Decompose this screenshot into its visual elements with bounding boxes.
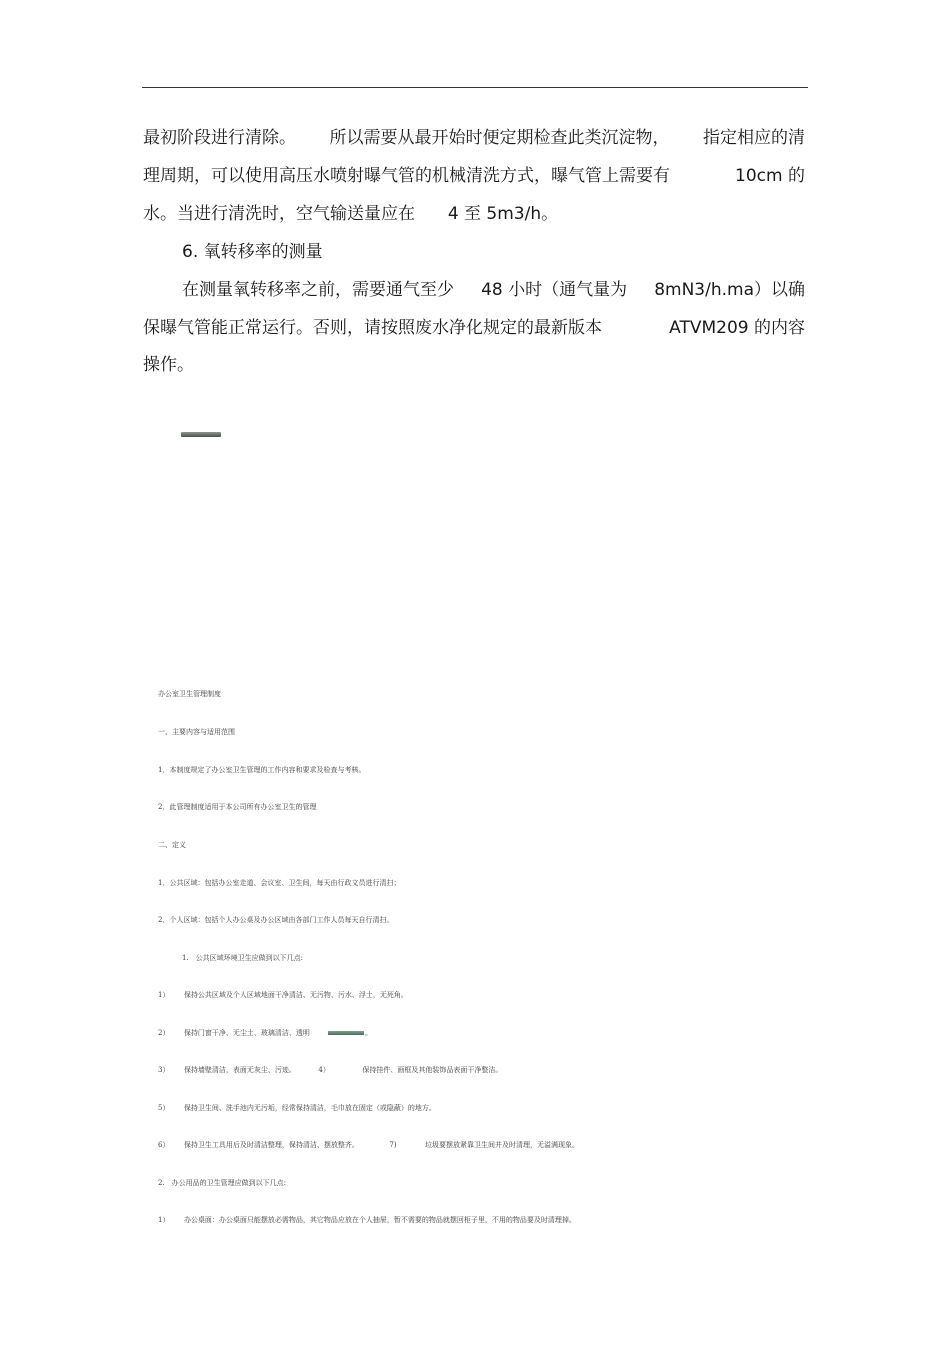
subsection-heading: 1. 公共区域环境卫生应做到以下几点:: [182, 954, 304, 962]
body-line: [143, 161, 805, 186]
item-text: 保持卫生间、洗手池内无污垢，经常保持清洁，毛巾放在固定（或隐蔽）的地方。: [183, 1104, 436, 1112]
text-segment: ATVM209 的内容: [669, 318, 805, 338]
item-text: 。: [365, 1029, 373, 1037]
list-item: [158, 1140, 579, 1150]
list-item: 1．本制度规定了办公室卫生管理的工作内容和要求及检查与考核。: [158, 766, 366, 774]
text-segment: 48 小时（通气量为: [481, 280, 628, 300]
body-line: [143, 199, 558, 224]
item-number: 4）: [318, 1066, 330, 1074]
section-heading: 二、定义: [158, 841, 186, 849]
text-segment: 最初阶段进行清除。: [143, 128, 296, 148]
subsection-heading: 2. 办公用品的卫生管理应做到以下几点:: [158, 1179, 287, 1187]
section-heading: 6. 氧转移率的测量: [182, 242, 323, 262]
text-segment: 指定相应的清: [703, 128, 805, 148]
list-item: [158, 1103, 436, 1113]
item-text: 办公桌面：办公桌面只能摆放必需物品，其它物品应放在个人抽屉，暂不需要的物品就摆回柜子里，不用的物品要及时清理掉。: [183, 1216, 576, 1224]
item-number: 6）: [158, 1141, 170, 1149]
item-number: 5）: [158, 1104, 170, 1112]
body-line: [143, 313, 805, 338]
item-text: 保持公共区域及个人区域地面干净清洁、无污物、污水、浮土，无死角。: [183, 991, 408, 999]
item-number: 7): [389, 1141, 397, 1149]
item-number: 3）: [158, 1066, 170, 1074]
text-segment: 所以需要从最开始时便定期检查此类沉淀物，: [329, 128, 670, 148]
text-segment: 水。当进行清洗时，空气输送量应在: [143, 204, 415, 224]
item-number: 1）: [158, 991, 170, 999]
text-segment: 4 至 5m3/h。: [447, 204, 559, 224]
list-item: 1．公共区域：包括办公室走道、会议室、卫生间，每天由行政文员进行清扫；: [158, 879, 401, 887]
list-item: [158, 1215, 576, 1225]
text-segment: 理周期，可以使用高压水喷射曝气管的机械清洗方式，曝气管上需要有: [143, 166, 670, 186]
list-item: 2．此管理制度适用于本公司所有办公室卫生的管理: [158, 803, 317, 811]
header-rule: [142, 87, 808, 88]
text-segment: 8mN3/h.ma）以确: [654, 280, 805, 300]
body-line: [143, 123, 805, 148]
image-fragment: [328, 1031, 364, 1035]
body-line: [143, 350, 194, 375]
item-text: 保持墙壁清洁，表面无灰尘、污迹。: [183, 1066, 296, 1074]
section-heading: 一、主要内容与适用范围: [158, 728, 235, 736]
text-segment: 在测量氧转移率之前，需要通气至少: [182, 280, 454, 300]
item-text: 保持卫生工具用后及时清洁整理，保持清洁、摆放整齐。: [183, 1141, 359, 1149]
list-item: [158, 1028, 372, 1038]
item-number: 2）: [158, 1029, 170, 1037]
item-text: 保持挂件、画框及其他装饰品表面干净整洁。: [362, 1066, 503, 1074]
image-fragment: [181, 432, 221, 437]
body-line: [182, 275, 805, 300]
text-segment: 10cm 的: [735, 166, 805, 186]
text-segment: 保曝气管能正常运行。否则，请按照废水净化规定的最新版本: [143, 318, 602, 338]
item-text: 垃圾要摆放紧靠卫生间并及时清理，无溢满现象。: [425, 1141, 580, 1149]
list-item: 2．个人区域：包括个人办公桌及办公区域由各部门工作人员每天自行清扫。: [158, 916, 394, 924]
doc-title: 办公室卫生管理制度: [158, 690, 221, 698]
item-number: 1）: [158, 1216, 170, 1224]
item-text: 保持门窗干净、无尘土、玻璃清洁、透明: [183, 1029, 310, 1037]
text-segment: 操作。: [143, 355, 194, 375]
list-item: [158, 1065, 502, 1075]
list-item: [158, 990, 408, 1000]
